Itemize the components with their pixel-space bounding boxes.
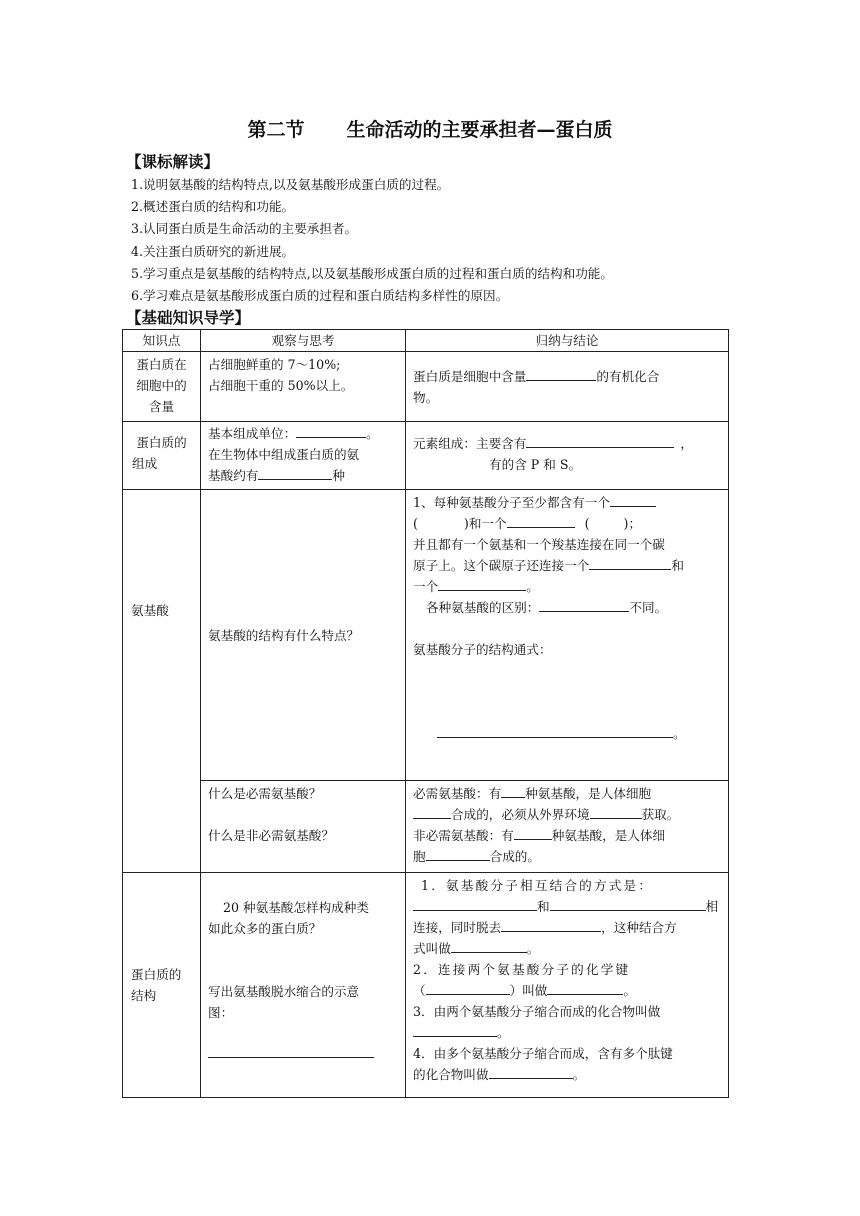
fill-blank[interactable]: [501, 783, 525, 798]
standards-heading: 【课标解读】: [126, 153, 220, 171]
table-row: 蛋白质的 组成 基本组成单位： 。 在生物体中组成蛋白质的氨 基酸约有 种 元素组成：主要含有 ， 有的含 P 和 S。: [123, 422, 729, 490]
table-row: 蛋白质在 细胞中的 含量 占细胞鲜重的 7～10%; 占细胞干重的 50%以上。 蛋白质是细胞中含量 的有机化合 物。: [123, 352, 729, 422]
fill-blank[interactable]: [413, 1022, 497, 1037]
fill-blank[interactable]: [296, 423, 366, 438]
table-row: 什么是必需氨基酸？ 什么是非必需氨基酸？ 必需氨基酸：有 种氨基酸，是人体细胞 合成的，必须从外界环境 获取。 非必需氨基酸：有 种氨基酸，是人体细 胞 合成的。: [123, 781, 729, 873]
section-title: 生命活动的主要承担者—蛋白质: [346, 119, 613, 141]
fill-blank[interactable]: [258, 465, 332, 480]
table-header-row: [123, 330, 729, 352]
fill-blank[interactable]: [526, 366, 596, 381]
standards-list: [131, 174, 613, 307]
section-number: 第二节: [247, 119, 305, 141]
fill-blank[interactable]: [501, 917, 601, 932]
fill-blank[interactable]: [514, 825, 552, 840]
page-title: [0, 115, 860, 142]
study-table: [122, 329, 729, 1098]
table-row: 蛋白质的 结构 20 种氨基酸怎样构成种类 如此众多的蛋白质？ 写出氨基酸脱水缩合的示意 图： 1．氨基酸分子相互结合的方式是： 和 相 连接，同时脱去 ，这种结合方 式叫做 。 2．连接两个氨基酸分子的化学键 （ ）叫做 。 3．由两个氨基酸分子缩合而成的化合物叫做 。 4．由多个氨基酸分子缩合而成，含有多个肽键 的化合物叫做 。: [123, 873, 729, 1098]
fill-blank[interactable]: [610, 492, 656, 507]
fill-blank[interactable]: [451, 938, 527, 953]
header-knowledge: 知识点: [123, 330, 201, 352]
fill-blank[interactable]: [426, 980, 510, 995]
standards-item: 1.说明氨基酸的结构特点,以及氨基酸形成蛋白质的过程。: [131, 177, 450, 192]
fill-blank[interactable]: [426, 846, 490, 861]
basics-heading: 【基础知识导学】: [126, 309, 251, 327]
fill-blank[interactable]: [526, 433, 674, 448]
fill-blank[interactable]: [413, 896, 537, 911]
standards-item: 4.关注蛋白质研究的新进展。: [131, 243, 295, 259]
table-row: 氨基酸 氨基酸的结构有什么特点？ 1、每种氨基酸分子至少都含有一个 ( )和一个 ( )； 并且都有一个氨基和一个羧基连接在同一个碳 原子上。这个碳原子还连接一个 和 一个 。 各种氨基酸的区别： 不同。 氨基酸分子的结构通式： 。: [123, 490, 729, 781]
standards-item: 6.学习难点是氨基酸形成蛋白质的过程和蛋白质结构多样性的原因。: [131, 288, 509, 304]
standards-item: 5.学习重点是氨基酸的结构特点,以及氨基酸形成蛋白质的过程和蛋白质的结构和功能。: [131, 265, 613, 281]
fill-blank[interactable]: [539, 597, 629, 612]
fill-blank[interactable]: [489, 1064, 573, 1079]
header-conclusion: 归纳与结论: [406, 330, 729, 352]
fill-blank[interactable]: [590, 804, 642, 819]
fill-blank[interactable]: [589, 555, 671, 570]
fill-blank[interactable]: [547, 980, 623, 995]
standards-item: 2.概述蛋白质的结构和功能。: [131, 199, 295, 215]
fill-blank[interactable]: [507, 513, 575, 528]
header-observe: 观察与思考: [201, 330, 406, 352]
fill-blank[interactable]: [208, 1043, 374, 1058]
fill-blank[interactable]: [413, 804, 451, 819]
fill-blank[interactable]: [437, 723, 673, 738]
standards-item: 3.认同蛋白质是生命活动的主要承担者。: [131, 221, 358, 237]
fill-blank[interactable]: [438, 576, 526, 591]
fill-blank[interactable]: [550, 896, 706, 911]
